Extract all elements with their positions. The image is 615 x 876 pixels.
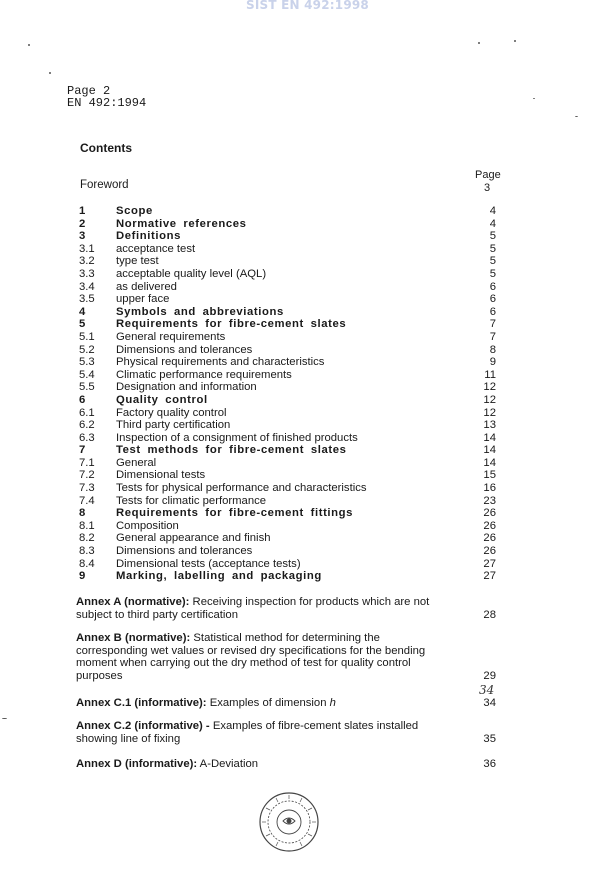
toc-entry-title: Factory quality control bbox=[116, 406, 227, 419]
toc-entry-title: Physical requirements and characteristics bbox=[116, 356, 325, 369]
toc-entry-number: 8 bbox=[79, 507, 86, 520]
annex-description: A-Deviation bbox=[199, 758, 259, 770]
toc-entry-page: 27 bbox=[483, 570, 496, 583]
toc-entry-number: 5.5 bbox=[79, 381, 95, 394]
annex-description: Examples of fibre-cement slates installed showing line of fixing bbox=[76, 720, 419, 745]
toc-entry-page: 26 bbox=[483, 545, 496, 558]
toc-entry-title: as delivered bbox=[116, 280, 177, 293]
toc-entry-page: 6 bbox=[489, 305, 496, 318]
annex-page: 36 bbox=[483, 758, 496, 770]
toc-entry bbox=[0, 495, 615, 508]
scan-speck bbox=[514, 40, 516, 42]
toc-entry-page: 26 bbox=[483, 519, 496, 532]
toc-entry-page: 9 bbox=[489, 356, 496, 369]
toc-entry-title: General appearance and finish bbox=[116, 532, 271, 545]
toc-entry-number: 2 bbox=[79, 217, 86, 230]
toc-entry bbox=[0, 318, 615, 331]
annex-label: Annex D (informative): bbox=[76, 758, 198, 770]
annex-text bbox=[76, 758, 446, 771]
scan-speck bbox=[575, 116, 578, 117]
toc-entry-page: 6 bbox=[489, 293, 496, 306]
annex-label: Annex C.1 (informative): bbox=[76, 697, 207, 709]
annex-description: Examples of dimension bbox=[209, 697, 327, 709]
foreword-entry: Foreword bbox=[80, 179, 129, 191]
toc-entry-title: Tests for climatic performance bbox=[116, 494, 267, 507]
toc-entry-number: 4 bbox=[79, 305, 86, 318]
toc-entry-title: Third party certification bbox=[116, 419, 231, 432]
toc-entry-title: Inspection of a consignment of finished products bbox=[116, 431, 358, 444]
toc-entry bbox=[0, 394, 615, 407]
annex-entry bbox=[76, 632, 496, 682]
toc-entry-number: 6.3 bbox=[79, 431, 95, 444]
toc-entry-page: 6 bbox=[489, 280, 496, 293]
toc-entry-number: 3.1 bbox=[79, 242, 95, 255]
toc-entry-title: Dimensions and tolerances bbox=[116, 545, 253, 558]
annex-label: Annex A (normative): bbox=[76, 596, 190, 608]
toc-entry-number: 9 bbox=[79, 570, 86, 583]
toc-entry-page: 4 bbox=[489, 217, 496, 230]
scan-speck bbox=[28, 44, 30, 46]
toc-entry-title: Dimensions and tolerances bbox=[116, 343, 253, 356]
annex-symbol: h bbox=[329, 697, 336, 709]
scan-speck bbox=[2, 718, 7, 719]
toc-entry-number: 1 bbox=[79, 205, 86, 217]
toc-entry bbox=[0, 469, 615, 482]
toc-entry-number: 3 bbox=[79, 230, 86, 243]
page-column-header bbox=[475, 169, 499, 194]
page-header-label: Page bbox=[475, 169, 501, 181]
toc-entry-number: 8.4 bbox=[79, 557, 95, 570]
toc-entry-title: acceptance test bbox=[116, 242, 196, 255]
annex-page: 35 bbox=[483, 732, 496, 745]
toc-entry bbox=[0, 369, 615, 382]
toc-entry-number: 6.1 bbox=[79, 406, 95, 419]
toc-entry bbox=[0, 457, 615, 470]
toc-entry bbox=[0, 331, 615, 344]
annex-entry bbox=[76, 720, 496, 745]
toc-entry-page: 14 bbox=[483, 444, 496, 457]
annex-page: 34 bbox=[483, 697, 496, 709]
toc-entry-number: 5.3 bbox=[79, 356, 95, 369]
toc-entry bbox=[0, 520, 615, 533]
toc-entry bbox=[0, 570, 615, 583]
toc-entry-number: 5.4 bbox=[79, 368, 95, 381]
toc-entry-title: Definitions bbox=[116, 230, 181, 243]
toc-entry bbox=[0, 558, 615, 571]
annex-description: Receiving inspection for products which are not subject to third party certification bbox=[76, 596, 430, 621]
table-of-contents bbox=[0, 205, 615, 583]
annex-label: Annex B (normative): bbox=[76, 632, 191, 644]
annex-label: Annex C.2 (informative) - bbox=[76, 720, 210, 732]
toc-entry-page: 12 bbox=[483, 406, 496, 419]
toc-entry-page: 5 bbox=[489, 242, 496, 255]
annex-entry bbox=[76, 697, 496, 710]
toc-entry-page: 13 bbox=[483, 419, 496, 432]
toc-entry-title: Dimensional tests bbox=[116, 469, 206, 482]
toc-entry-page: 5 bbox=[489, 267, 496, 280]
toc-entry-page: 7 bbox=[489, 330, 496, 343]
toc-entry-number: 5 bbox=[79, 318, 86, 331]
toc-entry bbox=[0, 407, 615, 420]
toc-entry-page: 16 bbox=[483, 482, 496, 495]
toc-entry-title: upper face bbox=[116, 293, 170, 306]
annex-entry bbox=[76, 596, 496, 621]
page-label: Page 2 bbox=[67, 84, 111, 98]
page-identifier bbox=[67, 85, 146, 109]
toc-entry-title: Climatic performance requirements bbox=[116, 368, 292, 381]
toc-entry-title: Normative references bbox=[116, 217, 247, 230]
toc-entry-title: Tests for physical performance and characteristics bbox=[116, 482, 367, 495]
toc-entry-number: 7.3 bbox=[79, 482, 95, 495]
toc-entry-number: 7.4 bbox=[79, 494, 95, 507]
contents-heading: Contents bbox=[80, 141, 132, 155]
toc-entry-page: 14 bbox=[483, 431, 496, 444]
toc-entry-title: Composition bbox=[116, 519, 179, 532]
toc-entry-page: 7 bbox=[489, 318, 496, 331]
toc-entry-page: 26 bbox=[483, 507, 496, 520]
toc-entry-page: 14 bbox=[483, 456, 496, 469]
annex-text bbox=[76, 596, 446, 621]
toc-entry-number: 8.1 bbox=[79, 519, 95, 532]
toc-entry-page: 4 bbox=[489, 205, 496, 217]
handwritten-annotation: 34 bbox=[479, 683, 495, 697]
toc-entry bbox=[0, 381, 615, 394]
foreword-page: 3 bbox=[483, 181, 491, 194]
toc-entry-number: 8.3 bbox=[79, 545, 95, 558]
toc-entry bbox=[0, 432, 615, 445]
toc-entry bbox=[0, 419, 615, 432]
toc-entry-number: 8.2 bbox=[79, 532, 95, 545]
toc-entry-page: 11 bbox=[484, 368, 496, 381]
toc-entry-number: 7.2 bbox=[79, 469, 95, 482]
toc-entry-title: type test bbox=[116, 255, 159, 268]
scan-speck bbox=[478, 42, 480, 44]
annex-page: 28 bbox=[483, 608, 496, 621]
toc-entry bbox=[0, 218, 615, 231]
toc-entry bbox=[0, 532, 615, 545]
toc-entry-number: 3.3 bbox=[79, 267, 95, 280]
annex-text bbox=[76, 697, 446, 710]
toc-entry-title: General requirements bbox=[116, 330, 226, 343]
toc-entry-number: 3.5 bbox=[79, 293, 95, 306]
toc-entry-number: 7 bbox=[79, 444, 86, 457]
document-watermark-header: SIST EN 492:1998 bbox=[246, 0, 369, 12]
toc-entry-title: Designation and information bbox=[116, 381, 257, 394]
toc-entry bbox=[0, 255, 615, 268]
annex-text bbox=[76, 720, 446, 745]
toc-entry-title: Scope bbox=[116, 205, 153, 217]
toc-entry bbox=[0, 281, 615, 294]
toc-entry-title: Requirements for fibre-cement fittings bbox=[116, 507, 354, 520]
toc-entry bbox=[0, 230, 615, 243]
annex-text bbox=[76, 632, 446, 682]
toc-entry bbox=[0, 205, 615, 218]
toc-entry-page: 27 bbox=[483, 557, 496, 570]
toc-entry bbox=[0, 545, 615, 558]
toc-entry bbox=[0, 482, 615, 495]
toc-entry-number: 5.2 bbox=[79, 343, 95, 356]
toc-entry-page: 26 bbox=[483, 532, 496, 545]
toc-entry-number: 6.2 bbox=[79, 419, 95, 432]
toc-entry bbox=[0, 293, 615, 306]
toc-entry-page: 12 bbox=[483, 393, 496, 406]
toc-entry-page: 15 bbox=[483, 469, 496, 482]
toc-entry-title: Test methods for fibre-cement slates bbox=[116, 444, 347, 457]
toc-entry bbox=[0, 356, 615, 369]
toc-entry-number: 7.1 bbox=[79, 456, 95, 469]
toc-entry bbox=[0, 243, 615, 256]
toc-entry-title: Symbols and abbreviations bbox=[116, 305, 284, 318]
toc-entry-title: Marking, labelling and packaging bbox=[116, 570, 322, 583]
toc-entry-page: 23 bbox=[483, 494, 496, 507]
toc-entry-number: 6 bbox=[79, 393, 86, 406]
annex-description: Statistical method for determining the corresponding wet values or revised dry specifications for the bending moment when carrying out the dry method of test for quality control purposes bbox=[76, 632, 426, 682]
scan-speck bbox=[533, 98, 535, 99]
annex-entry bbox=[76, 758, 496, 771]
toc-entry-number: 3.2 bbox=[79, 255, 95, 268]
toc-entry-page: 8 bbox=[489, 343, 496, 356]
toc-entry-title: acceptable quality level (AQL) bbox=[116, 267, 267, 280]
scan-speck bbox=[49, 72, 51, 74]
toc-entry-title: General bbox=[116, 456, 157, 469]
toc-entry bbox=[0, 268, 615, 281]
toc-entry-number: 5.1 bbox=[79, 330, 95, 343]
toc-entry-title: Requirements for fibre-cement slates bbox=[116, 318, 347, 331]
toc-entry-title: Dimensional tests (acceptance tests) bbox=[116, 557, 301, 570]
standard-number: EN 492:1994 bbox=[67, 96, 147, 110]
toc-entry-page: 12 bbox=[483, 381, 496, 394]
toc-entry-number: 3.4 bbox=[79, 280, 95, 293]
toc-entry-page: 5 bbox=[489, 230, 496, 243]
toc-entry bbox=[0, 306, 615, 319]
annex-page: 29 bbox=[483, 669, 496, 682]
toc-entry bbox=[0, 444, 615, 457]
toc-entry bbox=[0, 344, 615, 357]
official-seal-stamp bbox=[258, 791, 320, 853]
toc-entry-page: 5 bbox=[489, 255, 496, 268]
toc-entry-title: Quality control bbox=[116, 393, 208, 406]
toc-entry bbox=[0, 507, 615, 520]
